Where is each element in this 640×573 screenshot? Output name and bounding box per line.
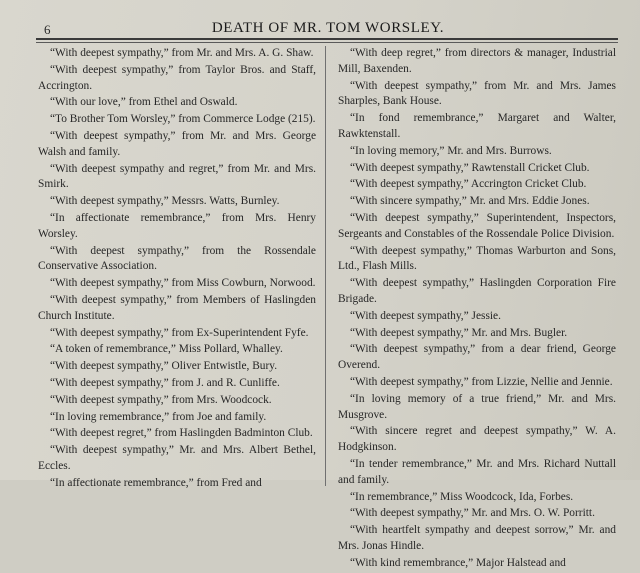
tribute-entry: “In remembrance,” Miss Woodcock, Ida, Forbes.: [350, 490, 574, 503]
tribute-entry: “With deepest sympathy,” Mr. and Mrs. O. W. Porritt.: [350, 507, 595, 520]
tribute-entry: “With deepest sympathy,” from Mr. and Mrs. George Walsh and family.: [38, 129, 316, 158]
tribute-entry: “With deepest sympathy,” Thomas Warburton and Sons, Ltd., Flash Mills.: [338, 244, 616, 273]
tribute-entry: “With deepest sympathy,” from the Rossendale Conservative Association.: [38, 244, 316, 273]
column-divider: [325, 46, 326, 486]
tribute-entry: “With our love,” from Ethel and Oswald.: [50, 96, 238, 109]
tribute-entry: “In fond remembrance,” Margaret and Walter, Rawktenstall.: [338, 112, 616, 140]
tribute-entry: “With deepest sympathy,” Superintendent, Inspectors, Sergeants and Constables of the Rossendale Police Division.: [338, 211, 616, 240]
tribute-entry: “A token of remembrance,” Miss Pollard, Whalley.: [50, 343, 283, 356]
tribute-entry: “With deepest sympathy,” Accrington Cricket Club.: [350, 178, 587, 191]
left-column: [38, 46, 316, 493]
tribute-entry: “With deepest sympathy,” from Mrs. Woodcock.: [50, 393, 272, 406]
tribute-entry: “With deepest sympathy,” Rawtenstall Cricket Club.: [350, 161, 590, 174]
tribute-entry: “In loving memory,” Mr. and Mrs. Burrows.: [350, 144, 552, 157]
tribute-entry: “With kind remembrance,” Major Halstead and: [350, 556, 566, 569]
tribute-entry: “With sincere sympathy,” Mr. and Mrs. Eddie Jones.: [350, 195, 590, 208]
tribute-entry: “In loving memory of a true friend,” Mr. and Mrs. Musgrove.: [338, 392, 616, 421]
tribute-entry: “With deepest sympathy,” from Lizzie, Nellie and Jennie.: [350, 375, 613, 388]
tribute-entry: “In affectionate remembrance,” from Mrs. Henry Worsley.: [38, 211, 316, 240]
tribute-entry: “With deepest sympathy,” from Members of Haslingden Church Institute.: [38, 293, 316, 322]
tribute-entry: “With deepest sympathy,” from Taylor Bros. and Staff, Accrington.: [38, 63, 316, 92]
header-rule: [36, 38, 618, 40]
tribute-entry: “With deepest sympathy,” from J. and R. Cunliffe.: [50, 376, 280, 389]
right-column: [338, 46, 616, 573]
page-number: 6: [44, 22, 51, 37]
tribute-entry: “With deepest sympathy,” from Mr. and Mrs. A. G. Shaw.: [50, 47, 314, 59]
tribute-entry: “With deepest sympathy,” from Mr. and Mrs. James Sharples, Bank House.: [338, 79, 616, 108]
tribute-entry: “With deepest sympathy,” from a dear friend, George Overend.: [338, 343, 616, 372]
tribute-entry: “With deepest sympathy,” Haslingden Corporation Fire Brigade.: [338, 277, 616, 305]
tribute-entry: “With deepest sympathy,” Messrs. Watts, Burnley.: [50, 195, 280, 208]
tribute-entry: “With deepest sympathy,” from Miss Cowburn, Norwood.: [50, 277, 316, 290]
tribute-entry: “With deepest sympathy and regret,” from Mr. and Mrs. Smirk.: [38, 162, 316, 191]
tribute-entry: “With deepest sympathy,” from Ex-Superintendent Fyfe.: [50, 326, 309, 339]
tribute-entry: “To Brother Tom Worsley,” from Commerce Lodge (215).: [50, 113, 316, 126]
tribute-entry: “With deepest sympathy,” Mr. and Mrs. Albert Bethel, Eccles.: [38, 444, 316, 472]
tribute-entry: “With deepest sympathy,” Mr. and Mrs. Bugler.: [350, 326, 568, 339]
tribute-entry: “With deep regret,” from directors & manager, Industrial Mill, Baxenden.: [338, 47, 616, 75]
tribute-entry: “In affectionate remembrance,” from Fred and: [50, 476, 262, 489]
header-rule-thin: [36, 42, 618, 43]
tribute-entry: “With deepest regret,” from Haslingden Badminton Club.: [50, 427, 313, 440]
tribute-entry: “In loving remembrance,” from Joe and family.: [50, 410, 267, 423]
tribute-entry: “With heartfelt sympathy and deepest sorrow,” Mr. and Mrs. Jonas Hindle.: [338, 524, 616, 552]
page-title: DEATH OF MR. TOM WORSLEY.: [211, 20, 445, 36]
tribute-entry: “With deepest sympathy,” Oliver Entwistle, Bury.: [50, 360, 278, 373]
tribute-entry: “With deepest sympathy,” Jessie.: [350, 309, 501, 322]
tribute-entry: “In tender remembrance,” Mr. and Mrs. Richard Nuttall and family.: [338, 457, 616, 486]
tribute-entry: “With sincere regret and deepest sympathy,” W. A. Hodgkinson.: [338, 425, 616, 454]
